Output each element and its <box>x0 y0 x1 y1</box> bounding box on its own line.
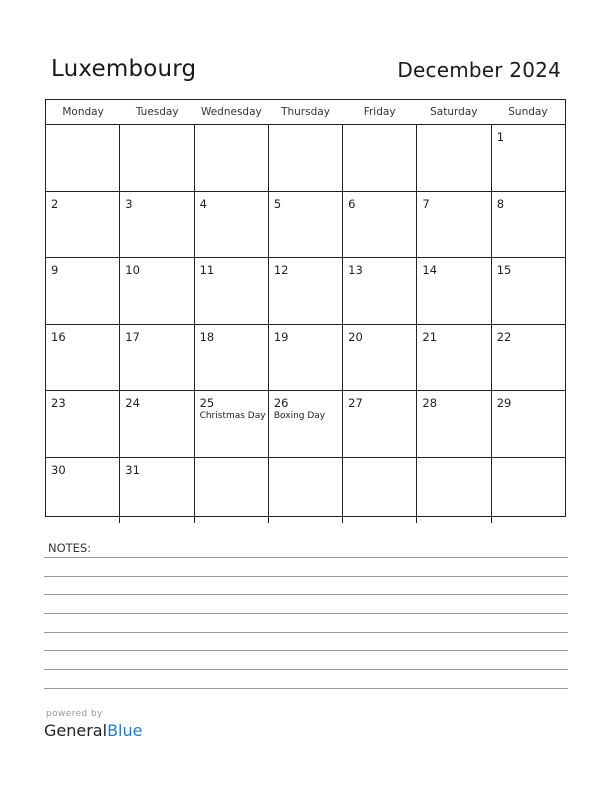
weekday-header-row <box>46 100 565 125</box>
day-cell <box>343 258 417 324</box>
calendar-country-title: Luxembourg <box>51 56 197 82</box>
day-number: 21 <box>422 329 438 344</box>
weekday-header: Sunday <box>508 106 548 118</box>
day-number: 31 <box>125 462 140 477</box>
brand-general: General <box>44 721 108 740</box>
day-cell <box>269 458 343 524</box>
day-cell <box>46 258 120 324</box>
day-cell <box>46 325 120 391</box>
day-cell <box>269 325 343 391</box>
day-number: 6 <box>348 196 356 211</box>
day-number: 20 <box>348 329 363 344</box>
day-number: 28 <box>422 396 438 410</box>
weekday-header: Friday <box>363 106 396 118</box>
day-number: 25 <box>199 396 215 410</box>
day-number: 27 <box>348 396 363 410</box>
day-number: 22 <box>496 329 512 344</box>
brand-blue: Blue <box>107 721 143 740</box>
day-number: 3 <box>125 196 133 211</box>
notes-line <box>44 613 568 614</box>
day-number: 26 <box>273 396 289 410</box>
week-row <box>46 458 565 524</box>
holiday-label: Christmas Day <box>199 411 266 421</box>
day-cell <box>417 391 491 457</box>
weekday-header: Monday <box>62 106 104 118</box>
notes-line <box>44 557 568 558</box>
day-number: 11 <box>199 263 215 277</box>
notes-line <box>44 594 568 595</box>
notes-line <box>44 688 568 689</box>
day-cell <box>343 458 417 524</box>
day-number: 5 <box>273 196 282 211</box>
day-cell <box>343 391 417 457</box>
day-cell <box>120 125 194 191</box>
day-cell <box>343 325 417 391</box>
day-number: 12 <box>273 263 289 277</box>
day-number: 7 <box>422 196 430 211</box>
week-row <box>46 125 565 192</box>
day-cell <box>120 258 194 324</box>
day-cell <box>195 391 269 457</box>
day-number: 14 <box>422 263 438 277</box>
day-cell <box>46 125 120 191</box>
day-number: 16 <box>51 329 66 344</box>
notes-line <box>44 576 568 577</box>
day-cell <box>120 325 194 391</box>
day-number: 4 <box>199 196 207 211</box>
day-number: 19 <box>273 329 289 344</box>
week-row <box>46 192 565 259</box>
day-number: 29 <box>496 396 512 410</box>
day-cell <box>195 325 269 391</box>
day-cell <box>343 125 417 191</box>
day-number: 15 <box>496 263 512 277</box>
day-cell <box>492 391 565 457</box>
weekday-header: Thursday <box>281 106 330 118</box>
calendar-grid <box>45 99 566 517</box>
day-cell <box>195 458 269 524</box>
day-cell <box>492 458 565 524</box>
day-number: 13 <box>348 263 363 277</box>
notes-line <box>44 650 568 651</box>
notes-label: NOTES: <box>48 541 92 555</box>
day-number: 24 <box>125 396 140 410</box>
day-number: 30 <box>51 462 66 477</box>
notes-line <box>44 632 568 633</box>
day-cell <box>492 125 565 191</box>
day-cell <box>269 192 343 258</box>
notes-line <box>44 669 568 670</box>
day-number: 9 <box>51 263 59 277</box>
week-row <box>46 391 565 458</box>
day-cell <box>492 325 565 391</box>
holiday-label: Boxing Day <box>273 411 326 421</box>
calendar-month-title: December 2024 <box>397 58 561 82</box>
day-cell <box>417 125 491 191</box>
day-cell <box>195 125 269 191</box>
day-number: 10 <box>125 263 140 277</box>
day-cell <box>120 458 194 524</box>
day-cell <box>120 192 194 258</box>
day-number: 2 <box>51 196 59 211</box>
powered-by-text: powered by <box>46 709 103 719</box>
weekday-header: Tuesday <box>135 106 179 118</box>
day-cell <box>195 258 269 324</box>
day-cell <box>46 192 120 258</box>
day-cell <box>492 258 565 324</box>
day-cell <box>269 125 343 191</box>
day-cell <box>417 258 491 324</box>
week-row <box>46 258 565 325</box>
day-cell <box>46 458 120 524</box>
day-number: 17 <box>125 329 140 344</box>
day-cell <box>343 192 417 258</box>
day-cell <box>492 192 565 258</box>
day-cell <box>417 325 491 391</box>
day-number: 8 <box>496 196 505 211</box>
day-cell <box>269 391 343 457</box>
day-number: 23 <box>51 396 66 410</box>
week-row <box>46 325 565 392</box>
brand-logo <box>44 721 142 740</box>
day-cell <box>417 458 491 524</box>
day-cell <box>46 391 120 457</box>
day-number: 18 <box>199 329 215 344</box>
day-cell <box>120 391 194 457</box>
day-number: 1 <box>496 130 505 144</box>
day-cell <box>417 192 491 258</box>
weekday-header: Wednesday <box>200 106 262 118</box>
day-cell <box>269 258 343 324</box>
weekday-header: Saturday <box>430 106 478 118</box>
day-cell <box>195 192 269 258</box>
